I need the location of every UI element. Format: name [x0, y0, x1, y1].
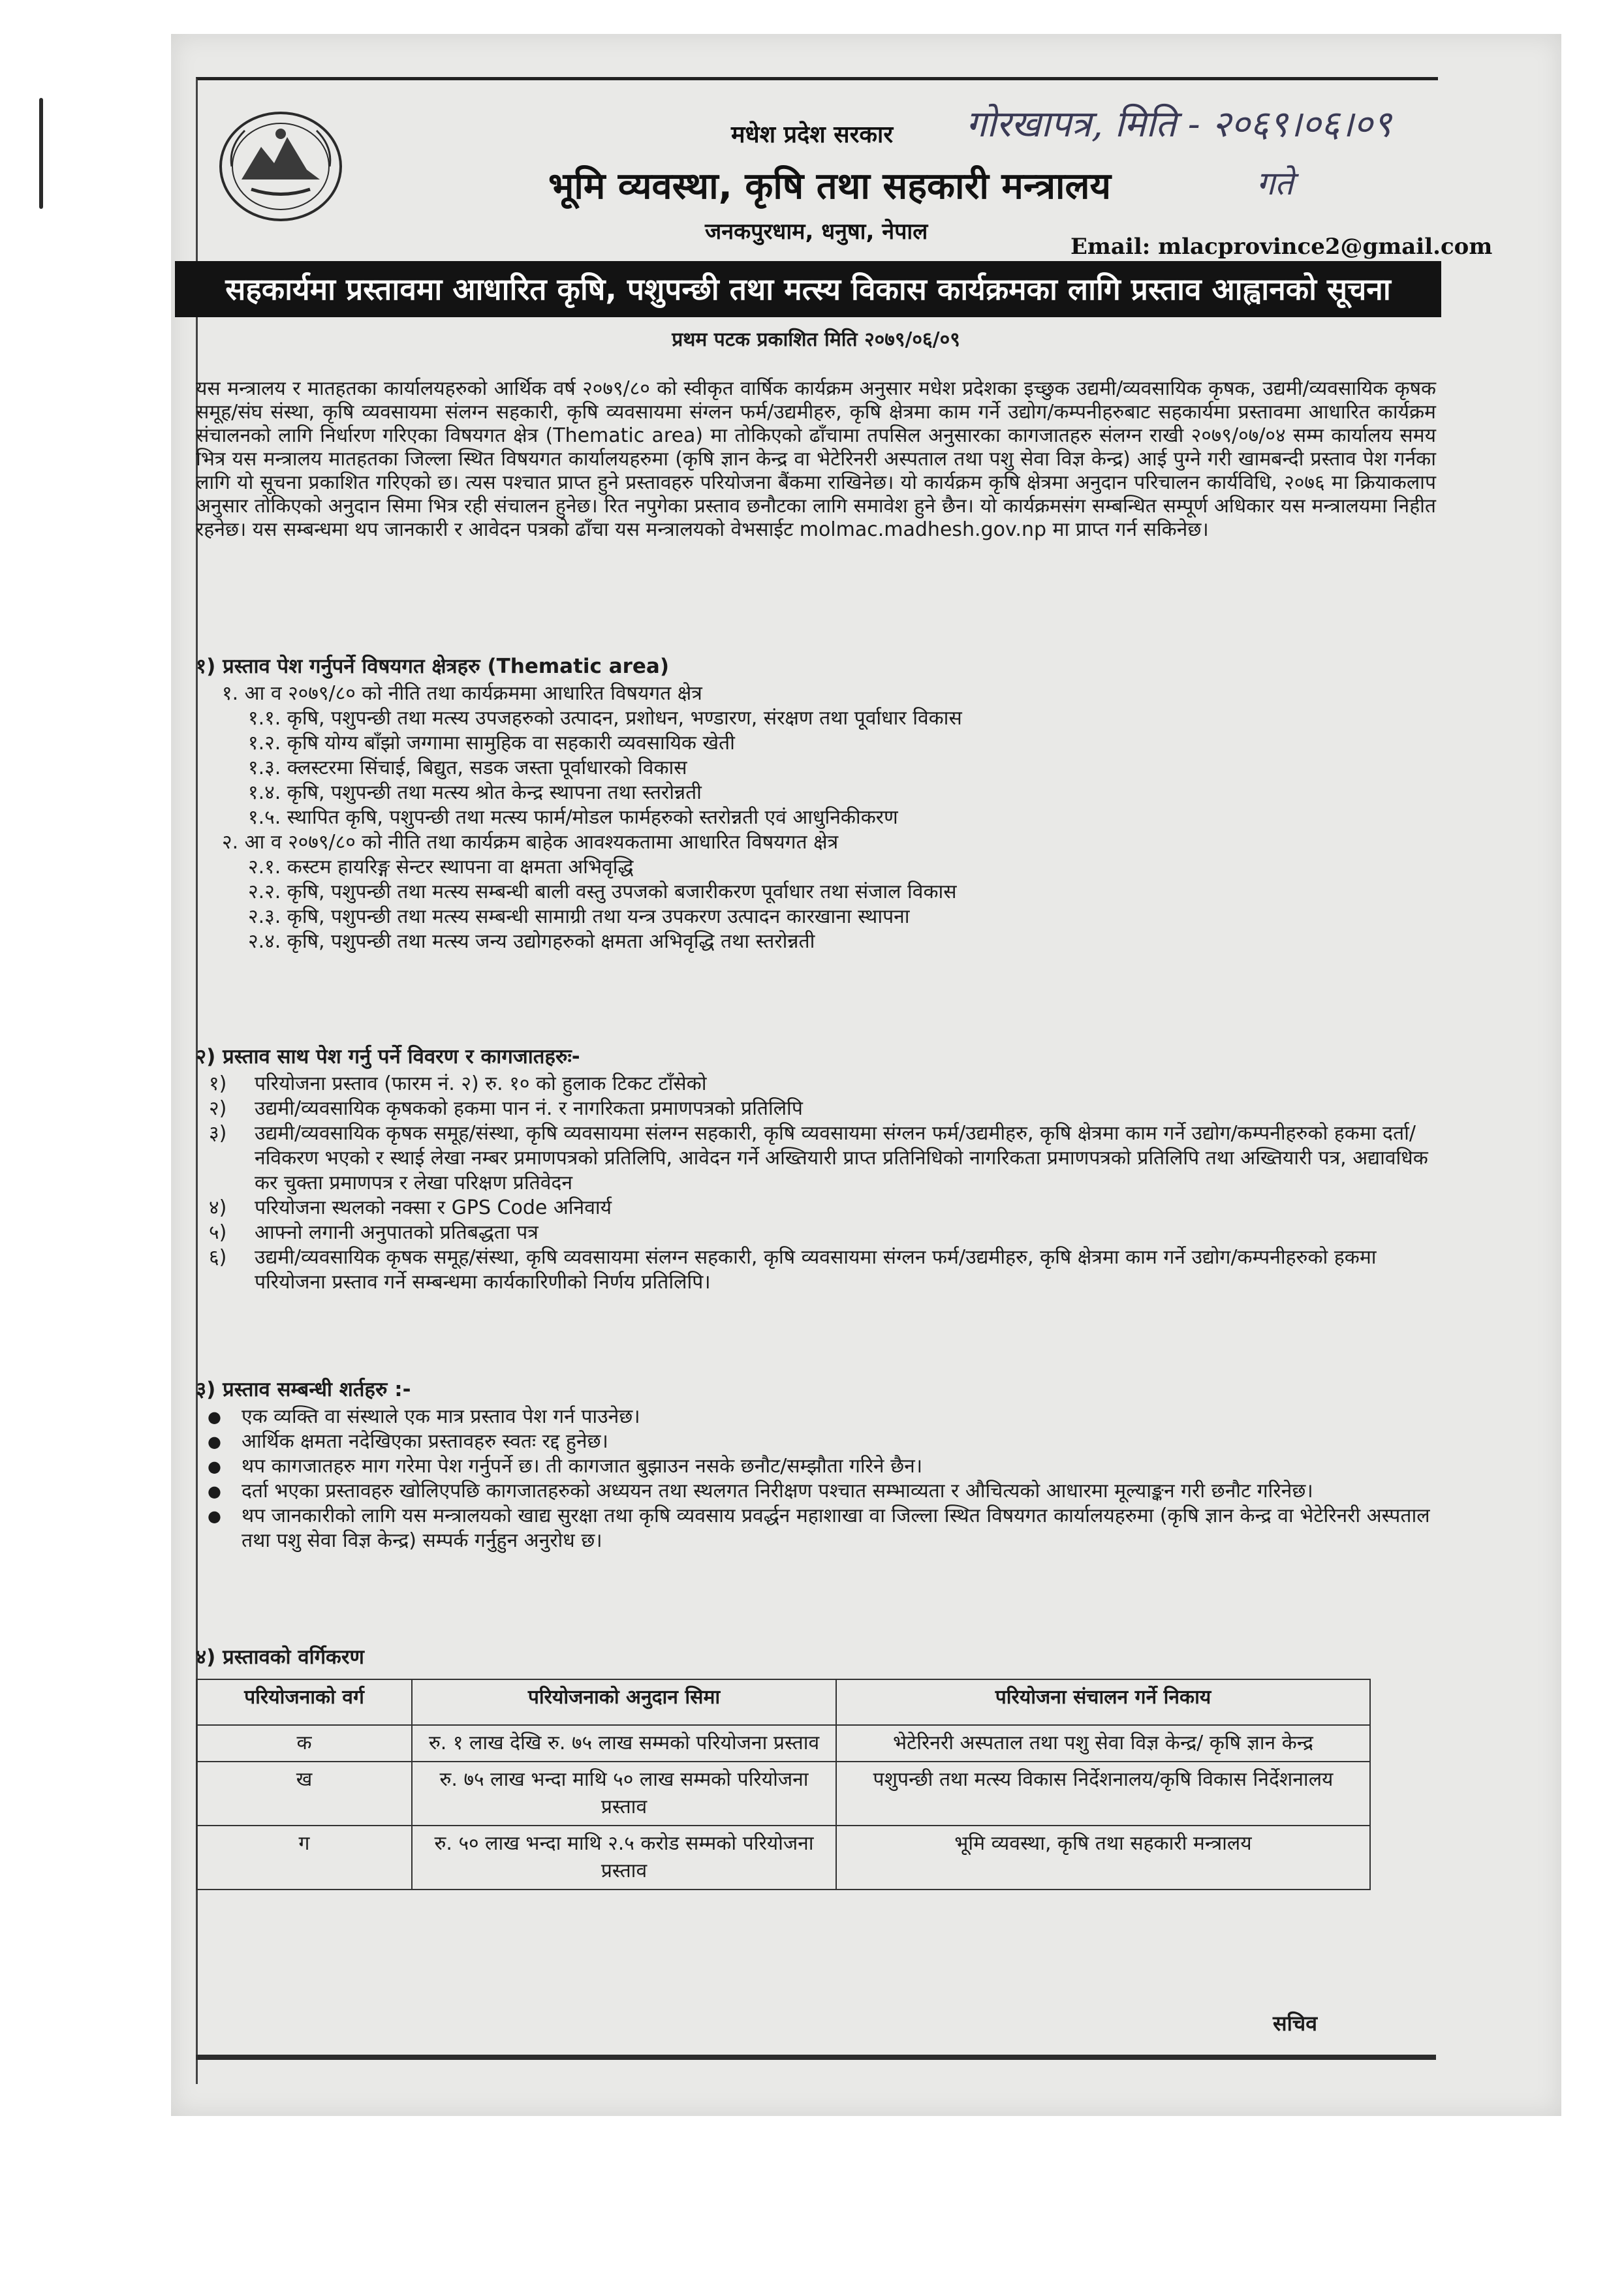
section-1-title: १) प्रस्ताव पेश गर्नुपर्ने विषयगत क्षेत्रहरु (Thematic area)	[196, 655, 670, 678]
scan-edge-mark	[39, 98, 43, 209]
item-number: ५)	[209, 1221, 227, 1244]
thematic-area-item: १.५. स्थापित कृषि, पशुपन्छी तथा मत्स्य फार्म/मोडल फार्महरुको स्तरोन्नती एवं आधुनिकीकरण	[248, 806, 898, 829]
notice-title-banner: सहकार्यमा प्रस्तावमा आधारित कृषि, पशुपन्छी तथा मत्स्य विकास कार्यक्रमका लागि प्रस्ताव आह्वानको सूचना	[175, 261, 1441, 317]
handwritten-gate-note: गते	[1257, 164, 1294, 202]
table-cell-agency: भूमि व्यवस्था, कृषि तथा सहकारी मन्त्रालय	[836, 1826, 1370, 1890]
classification-table	[196, 1679, 1371, 1890]
thematic-area-item: २.४. कृषि, पशुपन्छी तथा मत्स्य जन्य उद्योगहरुको क्षमता अभिवृद्धि तथा स्तरोन्नती	[248, 930, 815, 953]
section-2-title: २) प्रस्ताव साथ पेश गर्नु पर्ने विवरण र कागजातहरुः-	[196, 1045, 580, 1068]
required-document-item	[196, 1196, 1436, 1221]
nepal-emblem-icon	[215, 108, 346, 225]
item-text: उद्यमी/व्यवसायिक कृषकको हकमा पान नं. र नागरिकता प्रमाणपत्रको प्रतिलिपि	[255, 1097, 803, 1120]
intro-paragraph: यस मन्त्रालय र मातहतका कार्यालयहरुको आर्थिक वर्ष २०७९/८० को स्वीकृत वार्षिक कार्यक्रम अनुसार मधेश प्रदेशका इच्छुक उद्यमी/व्यवसायिक कृषक, उद्यमी/व्यवसायिक कृषक समूह/संघ संस्था, कृषि व्यवसायमा संलग्न सहकारी, कृषि व्यवसायमा संग्लन फर्म/उद्यमीहरु, कृषि क्षेत्रमा काम गर्ने उद्योग/कम्पनीहरुबाट सहकार्यमा प्रस्तावमा आधारित कार्यक्रम संचालनको लागि निर्धारण गरिएका विषयगत क्षेत्र (Thematic area) मा तोकिएको ढाँचामा तपसिल अनुसारका कागजातहरु संलग्न राखी २०७९/०७/०४ सम्म कार्यालय समय भित्र यस मन्त्रालय मातहतका जिल्ला स्थित विषयगत कार्यालयहरुमा (कृषि ज्ञान केन्द्र वा भेटेरिनरी अस्पताल तथा पशु सेवा विज्ञ केन्द्र) आई पुग्ने गरी खामबन्दी प्रस्ताव पेश गर्नका लागि यो सूचना प्रकाशित गरिएको छ। त्यस पश्चात प्राप्त हुने प्रस्तावहरु परियोजना बैंकमा राखिनेछ। यो कार्यक्रम कृषि क्षेत्रमा अनुदान परिचालन कार्यविधि, २०७६ मा क्रियाकलाप अनुसार तोकिएको अनुदान सिमा भित्र रही संचालन हुनेछ। रित नपुगेका प्रस्ताव छनौटका लागि समावेश हुने छैन। यो कार्यक्रमसंग सम्बन्धित सम्पूर्ण अधिकार यस मन्त्रालयमा निहीत रहनेछ। यस सम्बन्धमा थप जानकारी र आवेदन पत्रको ढाँचा यस मन्त्रालयको वेभसाईट molmac.madhesh.gov.np मा प्राप्त गर्न सकिनेछ।	[196, 377, 1436, 541]
item-number: ३)	[209, 1122, 227, 1145]
condition-item: ● एक व्यक्ति वा संस्थाले एक मात्र प्रस्ताव पेश गर्न पाउनेछ।	[196, 1405, 1436, 1429]
state-government-title: मधेश प्रदेश सरकार	[731, 121, 894, 148]
table-cell-agency: भेटेरिनरी अस्पताल तथा पशु सेवा विज्ञ केन्द्र/ कृषि ज्ञान केन्द्र	[836, 1725, 1370, 1762]
ministry-email: Email: mlacprovince2@gmail.com	[1070, 234, 1493, 260]
handwritten-source-note: गोरखापत्र, मिति - २०६९।०६।०९	[966, 103, 1392, 146]
item-number: १)	[209, 1072, 227, 1095]
item-text: उद्यमी/व्यवसायिक कृषक समूह/संस्था, कृषि व्यवसायमा संलग्न सहकारी, कृषि व्यवसायमा संग्लन फर्म/उद्यमीहरु, कृषि क्षेत्रमा काम गर्ने उद्योग/कम्पनीहरुको हकमा परियोजना प्रस्ताव गर्ने सम्बन्धमा कार्यकारिणीको निर्णय प्रतिलिपि।	[255, 1246, 1377, 1294]
header-implementing-agency: परियोजना संचालन गर्ने निकाय	[836, 1679, 1370, 1725]
thematic-area-item: १. आ व २०७९/८० को नीति तथा कार्यक्रममा आधारित विषयगत क्षेत्र	[222, 682, 702, 705]
table-cell-agency: पशुपन्छी तथा मत्स्य विकास निर्देशनालय/कृषि विकास निर्देशनालय	[836, 1762, 1370, 1826]
table-row	[196, 1826, 1370, 1890]
section-4-title: ४) प्रस्तावको वर्गिकरण	[196, 1645, 364, 1669]
item-text: आफ्नो लगानी अनुपातको प्रतिबद्धता पत्र	[255, 1221, 539, 1244]
item-text: परियोजना प्रस्ताव (फारम नं. २) रु. १० को हुलाक टिकट टाँसेको	[255, 1072, 707, 1095]
thematic-area-item: २. आ व २०७९/८० को नीति तथा कार्यक्रम बाहेक आवश्यकतामा आधारित विषयगत क्षेत्र	[222, 831, 839, 854]
table-cell-category: ग	[196, 1826, 412, 1890]
thematic-area-item: २.१. कस्टम हायरिङ्ग सेन्टर स्थापना वा क्षमता अभिवृद्धि	[248, 856, 634, 879]
section-classification	[196, 1645, 1436, 1672]
condition-item: ● आर्थिक क्षमता नदेखिएका प्रस्तावहरु स्वतः रद्द हुनेछ।	[196, 1429, 1436, 1454]
ministry-title: भूमि व्यवस्था, कृषि तथा सहकारी मन्त्रालय	[548, 165, 1111, 208]
thematic-area-item: १.२. कृषि योग्य बाँझो जग्गामा सामुहिक वा सहकारी व्यवसायिक खेती	[248, 732, 735, 755]
required-document-item	[196, 1121, 1436, 1196]
header-category: परियोजनाको वर्ग	[196, 1679, 412, 1725]
table-header-row	[196, 1679, 1370, 1725]
thematic-area-item: २.२. कृषि, पशुपन्छी तथा मत्स्य सम्बन्धी बाली वस्तु उपजको बजारीकरण पूर्वाधार तथा संजाल विकास	[248, 880, 957, 903]
required-document-item	[196, 1097, 1436, 1121]
item-number: २)	[209, 1097, 227, 1120]
section-thematic-areas	[196, 654, 1436, 954]
ministry-address: जनकपुरधाम, धनुषा, नेपाल	[705, 219, 928, 245]
footer-rule	[196, 2055, 1436, 2060]
required-document-item	[196, 1221, 1436, 1245]
publication-date: प्रथम पटक प्रकाशित मिति २०७९/०६/०९	[672, 328, 960, 351]
condition-item: ● थप जानकारीको लागि यस मन्त्रालयको खाद्य सुरक्षा तथा कृषि व्यवसाय प्रवर्द्धन महाशाखा वा जिल्ला स्थित विषयगत कार्यालयहरुमा (कृषि ज्ञान केन्द्र वा भेटेरिनरी अस्पताल तथा पशु सेवा विज्ञ केन्द्र) सम्पर्क गर्नुहुन अनुरोध छ।	[196, 1504, 1436, 1553]
required-document-item	[196, 1245, 1436, 1295]
table-cell-grant-limit: रु. १ लाख देखि रु. ७५ लाख सम्मको परियोजना प्रस्ताव	[412, 1725, 836, 1762]
table-cell-category: ख	[196, 1762, 412, 1826]
condition-item: ● थप कागजातहरु माग गरेमा पेश गर्नुपर्ने छ। ती कागजात बुझाउन नसके छनौट/सम्झौता गरिने छैन।	[196, 1454, 1436, 1479]
thematic-area-item: १.४. कृषि, पशुपन्छी तथा मत्स्य श्रोत केन्द्र स्थापना तथा स्तरोन्नती	[248, 781, 702, 804]
section-3-title: ३) प्रस्ताव सम्बन्धी शर्तहरु :-	[196, 1378, 411, 1401]
thematic-area-item: १.३. क्लस्टरमा सिंचाई, बिद्युत, सडक जस्ता पूर्वाधारको विकास	[248, 756, 687, 779]
item-number: ४)	[209, 1196, 227, 1219]
item-text: परियोजना स्थलको नक्सा र GPS Code अनिवार्य	[255, 1196, 612, 1219]
signature-secretary: सचिव	[1273, 2011, 1318, 2036]
item-text: उद्यमी/व्यवसायिक कृषक समूह/संस्था, कृषि व्यवसायमा संलग्न सहकारी, कृषि व्यवसायमा संग्लन फर्म/उद्यमीहरु, कृषि क्षेत्रमा काम गर्ने उद्योग/कम्पनीहरुको हकमा दर्ता/नविकरण भएको र स्थाई लेखा नम्बर प्रमाणपत्रको प्रतिलिपि, आवेदन गर्ने अख्तियारी प्राप्त प्रतिनिधिको नागरिकता प्रमाणपत्रको प्रतिलिपि तथा अख्तियारी पत्र, अद्यावधिक कर चुक्ता प्रमाणपत्र र लेखा परिक्षण प्रतिवेदन	[255, 1122, 1428, 1194]
item-number: ६)	[209, 1246, 227, 1269]
condition-item: ● दर्ता भएका प्रस्तावहरु खोलिएपछि कागजातहरुको अध्ययन तथा स्थलगत निरीक्षण पश्चात सम्भाव्यता र औचित्यको आधारमा मूल्याङ्कन गरी छनौट गरिनेछ।	[196, 1479, 1436, 1504]
thematic-area-item: १.१. कृषि, पशुपन्छी तथा मत्स्य उपजहरुको उत्पादन, प्रशोधन, भण्डारण, संरक्षण तथा पूर्वाधार विकास	[248, 707, 962, 730]
table-row	[196, 1725, 1370, 1762]
section-conditions	[196, 1377, 1436, 1553]
thematic-area-item: २.३. कृषि, पशुपन्छी तथा मत्स्य सम्बन्धी सामाग्री तथा यन्त्र उपकरण उत्पादन कारखाना स्थापना	[248, 905, 910, 928]
table-cell-grant-limit: रु. ७५ लाख भन्दा माथि ५० लाख सम्मको परियोजना प्रस्ताव	[412, 1762, 836, 1826]
section-required-documents	[196, 1044, 1436, 1295]
header-grant-limit: परियोजनाको अनुदान सिमा	[412, 1679, 836, 1725]
required-document-item	[196, 1072, 1436, 1097]
table-cell-category: क	[196, 1725, 412, 1762]
table-cell-grant-limit: रु. ५० लाख भन्दा माथि २.५ करोड सम्मको परियोजना प्रस्ताव	[412, 1826, 836, 1890]
table-row	[196, 1762, 1370, 1826]
